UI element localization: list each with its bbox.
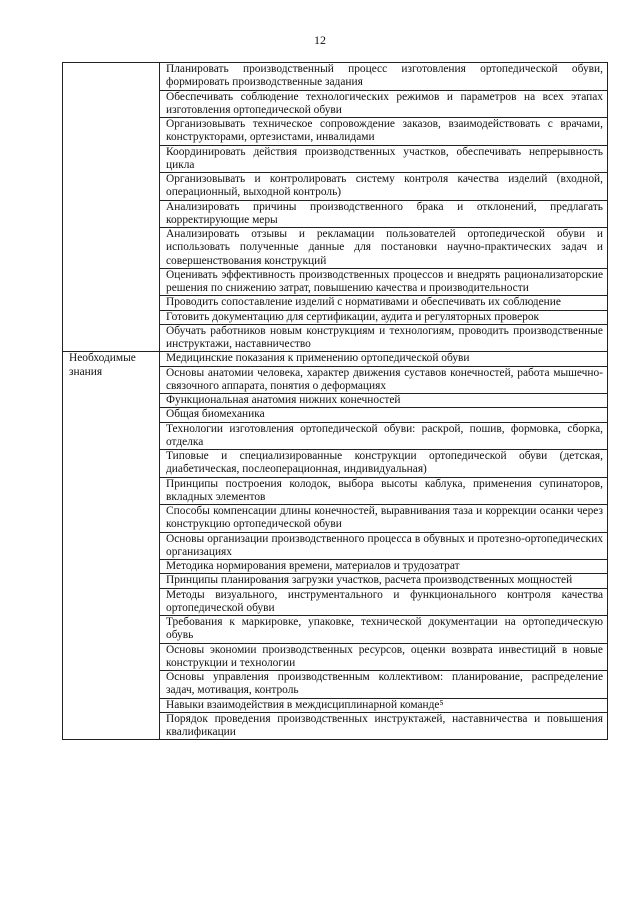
table-cell: Организовывать и контролировать систему контроля качества изделий (входной, операционный, выходной контроль) [160, 173, 608, 201]
table-cell: Требования к маркировке, упаковке, технической документации на ортопедическую обувь [160, 616, 608, 644]
section-label-cell: Необходимые знания [63, 352, 160, 740]
table-cell: Планировать производственный процесс изготовления ортопедической обуви, формировать производственные задания [160, 63, 608, 91]
table-cell: Медицинские показания к применению ортопедической обуви [160, 352, 608, 366]
table-cell: Анализировать причины производственного брака и отклонений, предлагать корректирующие меры [160, 200, 608, 228]
table-cell: Общая биомеханика [160, 408, 608, 422]
table-cell: Основы организации производственного процесса в обувных и протезно-ортопедических организациях [160, 532, 608, 560]
table-cell: Порядок проведения производственных инструктажей, наставничества и повышения квалификации [160, 712, 608, 740]
table-cell: Обеспечивать соблюдение технологических режимов и параметров на всех этапах изготовления ортопедической обуви [160, 90, 608, 118]
table-cell: Координировать действия производственных участков, обеспечивать непрерывность цикла [160, 145, 608, 173]
table-cell: Навыки взаимодействия в междисциплинарной команде⁵ [160, 698, 608, 712]
table-cell: Обучать работников новым конструкциям и технологиям, проводить производственные инструктажи, наставничество [160, 324, 608, 352]
table-cell: Основы анатомии человека, характер движения суставов конечностей, работа мышечно-связочного аппарата, понятия о деформациях [160, 366, 608, 394]
section-label-cell [63, 63, 160, 352]
table-cell: Принципы построения колодок, выбора высоты каблука, применения супинаторов, вкладных элементов [160, 477, 608, 505]
page-number: 12 [314, 33, 326, 47]
table-cell: Проводить сопоставление изделий с нормативами и обеспечивать их соблюдение [160, 296, 608, 310]
table-row [63, 352, 608, 366]
table-cell: Принципы планирования загрузки участков, расчета производственных мощностей [160, 574, 608, 588]
table-cell: Основы экономии производственных ресурсов, оценки возврата инвестиций в новые конструкции и технологии [160, 643, 608, 671]
requirements-table [62, 62, 608, 740]
table-row [63, 63, 608, 91]
table-cell: Оценивать эффективность производственных процессов и внедрять рационализаторские решения по снижению затрат, повышению качества и производительности [160, 268, 608, 296]
table-cell: Технологии изготовления ортопедической обуви: раскрой, пошив, формовка, сборка, отделка [160, 422, 608, 450]
table-cell: Способы компенсации длины конечностей, выравнивания таза и коррекции осанки через конструкцию ортопедической обуви [160, 505, 608, 533]
table-cell: Методика нормирования времени, материалов и трудозатрат [160, 560, 608, 574]
table-cell: Готовить документацию для сертификации, аудита и регуляторных проверок [160, 310, 608, 324]
table-cell: Типовые и специализированные конструкции ортопедической обуви (детская, диабетическая, послеоперационная, индивидуальная) [160, 450, 608, 478]
table-cell: Функциональная анатомия нижних конечностей [160, 394, 608, 408]
table-cell: Основы управления производственным коллективом: планирование, распределение задач, мотивация, контроль [160, 671, 608, 699]
table-cell: Анализировать отзывы и рекламации пользователей ортопедической обуви и использовать полученные данные для постановки научно-практических задач и совершенствования конструкций [160, 228, 608, 269]
table-cell: Методы визуального, инструментального и функционального контроля качества ортопедической обуви [160, 588, 608, 616]
table-cell: Организовывать техническое сопровождение заказов, взаимодействовать с врачами, конструкторами, ортезистами, инвалидами [160, 118, 608, 146]
